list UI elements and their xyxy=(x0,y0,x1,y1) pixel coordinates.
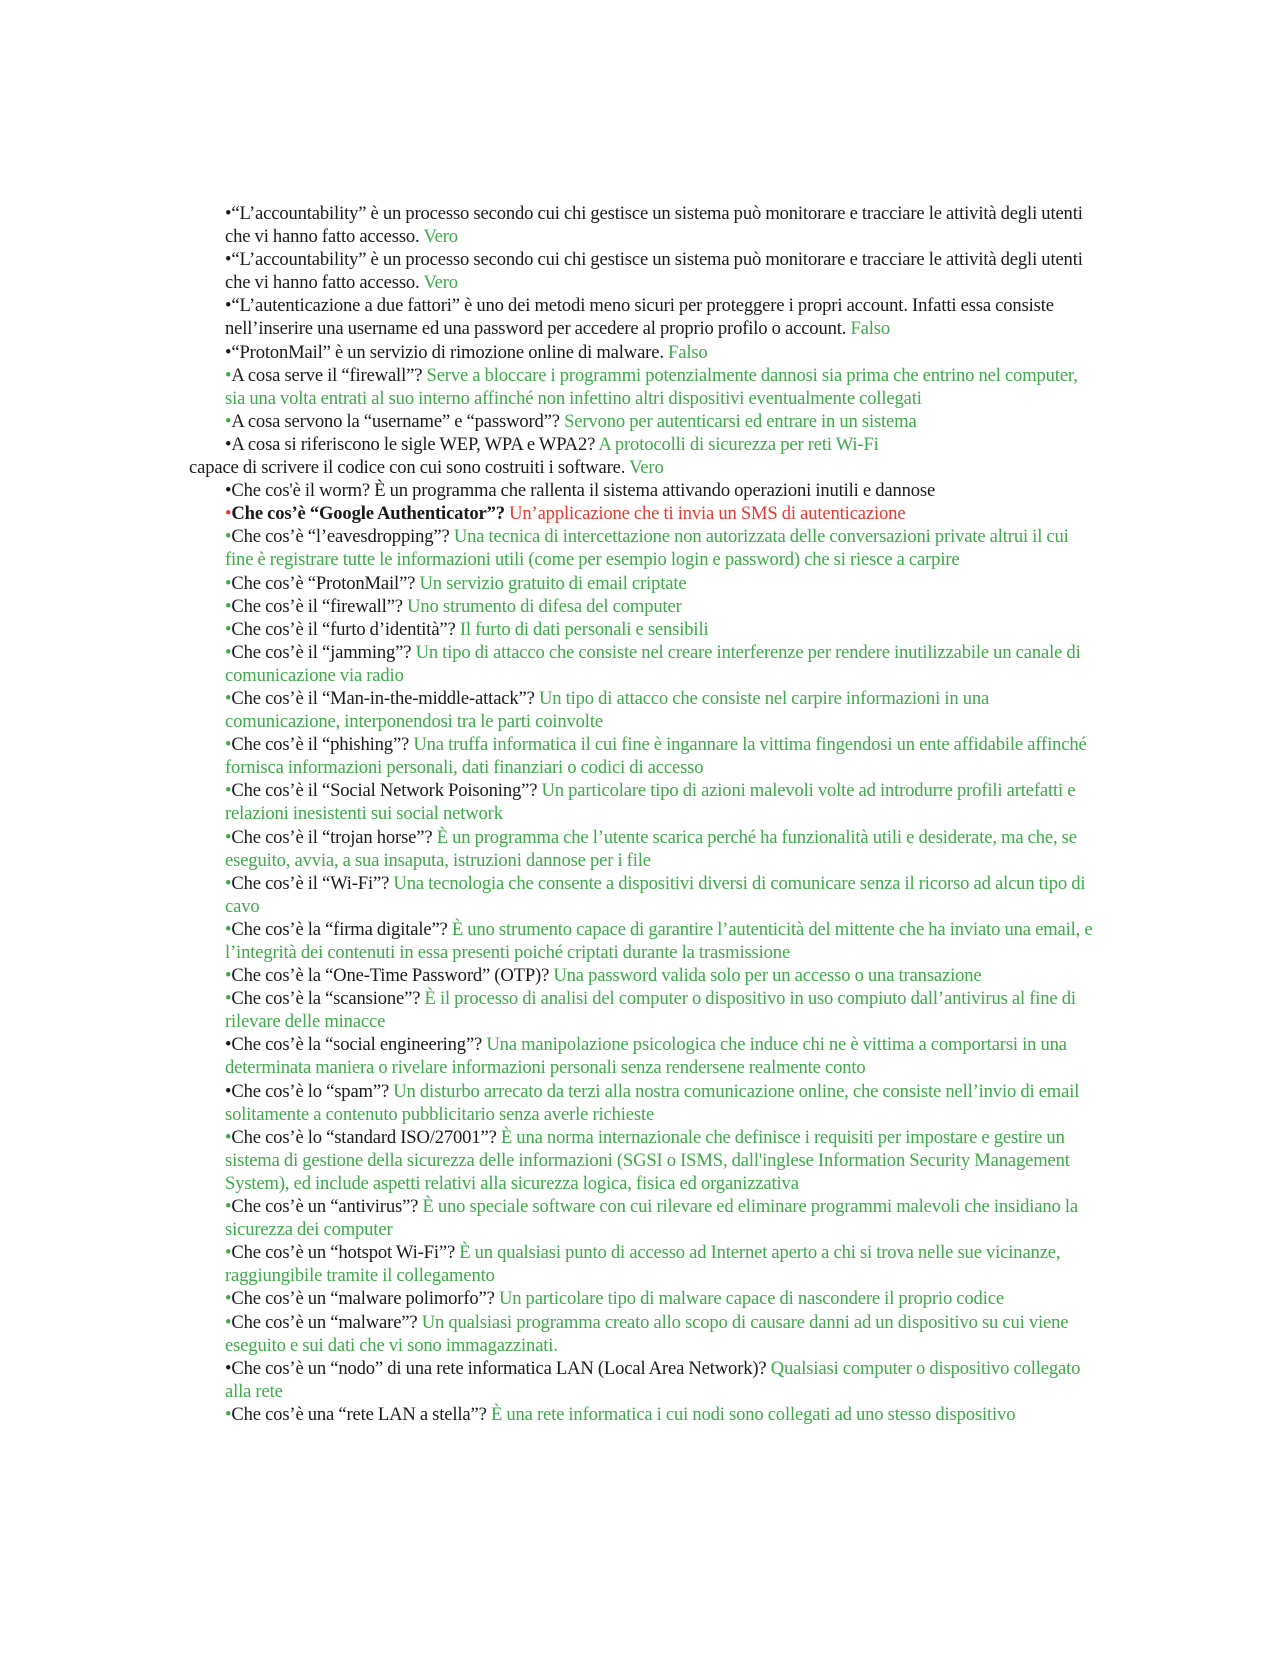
question-text: capace di scrivere il codice con cui sono costruiti i software. xyxy=(189,457,626,479)
question-text: Che cos’è il “jamming”? xyxy=(231,641,412,663)
quiz-entry xyxy=(225,595,1095,618)
question-text: Che cos’è “Google Authenticator”? xyxy=(231,503,505,525)
answer-text: È un programma che l’utente scarica perché ha funzionalità utili e desiderate, ma che, se eseguito, avvia, a sua insaputa, istruzioni dannose per i file xyxy=(225,826,1077,871)
question-text: Che cos’è lo “spam”? xyxy=(231,1080,390,1102)
answer-text: È uno speciale software con cui rilevare ed eliminare programmi malevoli che insidiano la sicurezza dei computer xyxy=(225,1196,1078,1241)
question-text: Che cos’è una “rete LAN a stella”? xyxy=(231,1403,487,1425)
answer-text: Una truffa informatica il cui fine è ingannare la vittima fingendosi un ente affidabile affinché fornisca informazioni personali, dati finanziari o codici di accesso xyxy=(225,734,1087,779)
quiz-entry xyxy=(225,964,1095,987)
question-text: Che cos’è la “firma digitale”? xyxy=(231,918,448,940)
bullet: • xyxy=(225,641,232,663)
quiz-entry xyxy=(225,479,1095,502)
answer-text: Un particolare tipo di azioni malevoli volte ad introdurre profili artefatti e relazioni inesistenti sui social network xyxy=(225,780,1076,825)
question-text: Che cos’è la “One-Time Password” (OTP)? xyxy=(231,965,550,987)
answer-text: Qualsiasi computer o dispositivo collegato alla rete xyxy=(225,1357,1081,1402)
bullet: • xyxy=(225,965,232,987)
answer-text: Uno strumento di difesa del computer xyxy=(407,595,682,617)
bullet: • xyxy=(225,572,232,594)
quiz-entry xyxy=(225,1033,1095,1079)
quiz-entry xyxy=(225,1287,1095,1310)
answer-text: È una rete informatica i cui nodi sono collegati ad uno stesso dispositivo xyxy=(490,1403,1016,1425)
quiz-entry xyxy=(225,364,1095,410)
quiz-entry xyxy=(225,1241,1095,1287)
bullet: • xyxy=(225,734,232,756)
quiz-entry xyxy=(225,341,1095,364)
answer-text: Serve a bloccare i programmi potenzialmente dannosi sia prima che entrino nel computer, sia una volta entrati al suo interno affinché non infettino altri dispositivi eventualmente collegati xyxy=(225,364,1078,409)
bullet: • xyxy=(225,249,232,271)
quiz-entry xyxy=(225,687,1095,733)
question-text: Che cos’è il “firewall”? xyxy=(231,595,403,617)
quiz-entry xyxy=(225,618,1095,641)
document-body xyxy=(0,202,1280,1426)
bullet: • xyxy=(225,526,232,548)
quiz-entry xyxy=(189,456,1095,479)
bullet: • xyxy=(225,618,232,640)
bullet: • xyxy=(225,1126,232,1148)
bullet: • xyxy=(225,872,232,894)
question-text: Che cos’è lo “standard ISO/27001”? xyxy=(231,1126,497,1148)
bullet: • xyxy=(225,1080,232,1102)
bullet: • xyxy=(225,503,232,525)
question-text: “L’autenticazione a due fattori” è uno dei metodi meno sicuri per proteggere i propri account. Infatti essa consiste nell’inserire una username ed una password per accedere al proprio profilo o account. xyxy=(225,295,1054,340)
answer-text: Una manipolazione psicologica che induce chi ne è vittima a comportarsi in una determinata maniera o rivelare informazioni personali senza rendersene realmente conto xyxy=(225,1034,1067,1079)
answer-text: Vero xyxy=(423,272,458,294)
bullet: • xyxy=(225,364,232,386)
quiz-entry xyxy=(225,826,1095,872)
bullet: • xyxy=(225,1311,232,1333)
question-text: “ProtonMail” è un servizio di rimozione online di malware. xyxy=(231,341,664,363)
bullet: • xyxy=(225,780,232,802)
bullet: • xyxy=(225,595,232,617)
quiz-entry xyxy=(225,502,1095,525)
answer-text: Un tipo di attacco che consiste nel carpire informazioni in una comunicazione, interponendosi tra le parti coinvolte xyxy=(225,687,990,733)
quiz-entry xyxy=(225,1311,1095,1357)
bullet: • xyxy=(225,410,232,432)
quiz-entry xyxy=(225,248,1095,294)
answer-text: Un particolare tipo di malware capace di nascondere il proprio codice xyxy=(498,1288,1004,1310)
quiz-entry xyxy=(225,202,1095,248)
quiz-entry xyxy=(225,1080,1095,1126)
question-text: A cosa si riferiscono le sigle WEP, WPA e WPA2? xyxy=(231,433,596,455)
question-text: “L’accountability” è un processo secondo cui chi gestisce un sistema può monitorare e tracciare le attività degli utenti che vi hanno fatto accesso. xyxy=(225,249,1083,294)
question-text: Che cos’è “ProtonMail”? xyxy=(231,572,416,594)
answer-text: Vero xyxy=(629,457,664,479)
question-text: “L’accountability” è un processo secondo cui chi gestisce un sistema può monitorare e tracciare le attività degli utenti che vi hanno fatto accesso. xyxy=(225,203,1083,248)
bullet: • xyxy=(225,433,232,455)
answer-text: Un qualsiasi programma creato allo scopo di causare danni ad un dispositivo su cui viene eseguito e sui dati che vi sono immagazzinati. xyxy=(225,1311,1069,1356)
bullet: • xyxy=(225,203,232,224)
quiz-entry xyxy=(225,872,1095,918)
question-text: Che cos’è il “Wi-Fi”? xyxy=(231,872,390,894)
bullet: • xyxy=(225,918,232,940)
quiz-entry xyxy=(225,733,1095,779)
answer-text: Un disturbo arrecato da terzi alla nostra comunicazione online, che consiste nell’invio di email solitamente a contenuto pubblicitario senza averle richieste xyxy=(225,1080,1080,1125)
question-text: Che cos’è il “trojan horse”? xyxy=(231,826,433,848)
quiz-entry xyxy=(225,1403,1095,1426)
answer-text: A protocolli di sicurezza per reti Wi-Fi xyxy=(598,433,879,455)
quiz-entry xyxy=(225,1357,1095,1403)
bullet: • xyxy=(225,826,232,848)
question-text: Che cos’è un “malware polimorfo”? xyxy=(231,1288,495,1310)
bullet: • xyxy=(225,1357,232,1379)
answer-text: Un’applicazione che ti invia un SMS di autenticazione xyxy=(509,503,906,525)
question-text: Che cos’è la “social engineering”? xyxy=(231,1034,483,1056)
answer-text: Una tecnica di intercettazione non autorizzata delle conversazioni private altrui il cui fine è registrare tutte le informazioni utili (come per esempio login e password) che si riesce a carpire xyxy=(225,526,1069,571)
bullet: • xyxy=(225,1034,232,1056)
bullet: • xyxy=(225,1242,232,1264)
question-text: Che cos’è un “antivirus”? xyxy=(231,1196,419,1218)
answer-text: Falso xyxy=(668,341,708,363)
quiz-entry xyxy=(225,779,1095,825)
quiz-entry xyxy=(225,918,1095,964)
question-text: Che cos’è il “Social Network Poisoning”? xyxy=(231,780,538,802)
quiz-entry xyxy=(225,525,1095,571)
answer-text: Il furto di dati personali e sensibili xyxy=(459,618,709,640)
bullet: • xyxy=(225,480,232,502)
bullet: • xyxy=(225,295,232,317)
answer-text: È uno strumento capace di garantire l’autenticità del mittente che ha inviato una email, e l’integrità dei contenuti in essa presenti poiché criptati durante la trasmissione xyxy=(225,918,1093,963)
answer-text: È il processo di analisi del computer o dispositivo in uso compiuto dall’antivirus al fine di rilevare delle minacce xyxy=(225,988,1076,1033)
question-text: A cosa serve il “firewall”? xyxy=(231,364,423,386)
question-text: Che cos’è un “nodo” di una rete informatica LAN (Local Area Network)? xyxy=(231,1357,767,1379)
quiz-entry xyxy=(225,987,1095,1033)
question-text: Che cos’è “l’eavesdropping”? xyxy=(231,526,450,548)
answer-text: Vero xyxy=(423,226,458,248)
question-text: Che cos’è un “malware”? xyxy=(231,1311,418,1333)
quiz-entry xyxy=(225,294,1095,340)
answer-text: Una password valida solo per un accesso o una transazione xyxy=(553,965,982,987)
question-text: Che cos’è la “scansione”? xyxy=(231,988,421,1010)
quiz-entry xyxy=(225,410,1095,433)
bullet: • xyxy=(225,1403,232,1425)
question-text: Che cos’è il “Man-in-the-middle-attack”? xyxy=(231,687,535,709)
bullet: • xyxy=(225,1288,232,1310)
answer-text: Un tipo di attacco che consiste nel creare interferenze per rendere inutilizzabile un canale di comunicazione via radio xyxy=(225,641,1081,686)
quiz-entry xyxy=(225,433,1095,456)
question-text: Che cos'è il worm? È un programma che rallenta il sistema attivando operazioni inutili e dannose xyxy=(231,480,936,502)
quiz-entry xyxy=(225,1195,1095,1241)
question-text: Che cos’è il “furto d’identità”? xyxy=(231,618,456,640)
bullet: • xyxy=(225,1196,232,1218)
quiz-entry xyxy=(225,572,1095,595)
bullet: • xyxy=(225,687,232,709)
answer-text: È un qualsiasi punto di accesso ad Internet aperto a chi si trova nelle sue vicinanze, raggiungibile tramite il collegamento xyxy=(225,1242,1061,1287)
answer-text: Falso xyxy=(850,318,890,340)
quiz-entry xyxy=(225,641,1095,687)
bullet: • xyxy=(225,988,232,1010)
answer-text: Una tecnologia che consente a dispositivi diversi di comunicare senza il ricorso ad alcun tipo di cavo xyxy=(225,872,1086,917)
question-text: Che cos’è un “hotspot Wi-Fi”? xyxy=(231,1242,456,1264)
quiz-entry xyxy=(225,1126,1095,1195)
answer-text: Un servizio gratuito di email criptate xyxy=(419,572,687,594)
answer-text: È una norma internazionale che definisce i requisiti per impostare e gestire un sistema di gestione della sicurezza delle informazioni (SGSI o ISMS, dall'inglese Information Security Management System), ed include aspetti relativi alla sicurezza logica, fisica ed organizzativa xyxy=(225,1126,1070,1194)
answer-text: Servono per autenticarsi ed entrare in un sistema xyxy=(564,410,917,432)
bullet: • xyxy=(225,341,232,363)
question-text: Che cos’è il “phishing”? xyxy=(231,734,410,756)
question-text: A cosa servono la “username” e “password”? xyxy=(231,410,560,432)
